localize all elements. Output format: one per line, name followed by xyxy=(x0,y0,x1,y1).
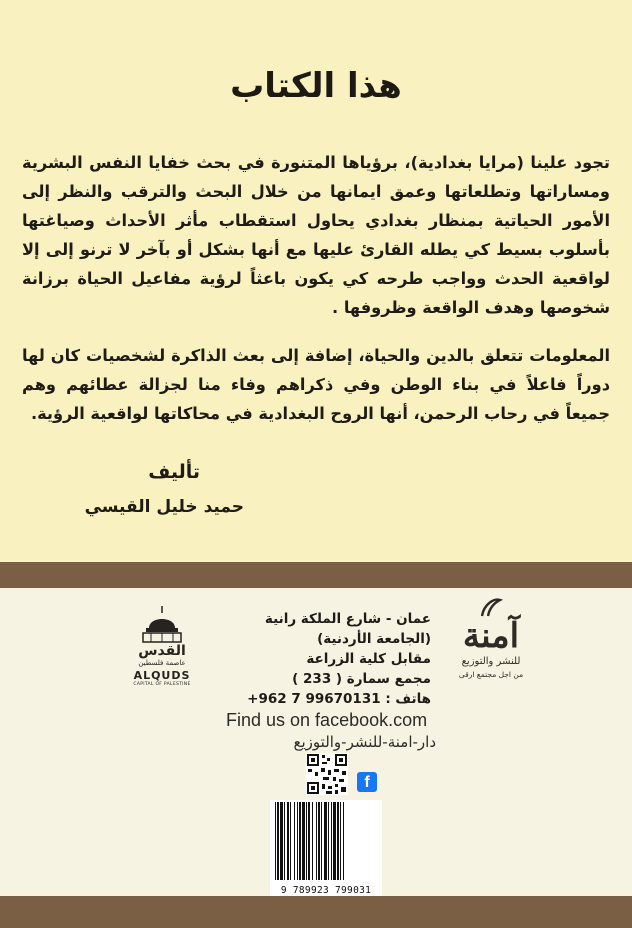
barcode-bar xyxy=(324,802,327,880)
page-title: هذا الكتاب xyxy=(230,66,402,106)
alquds-english-subtitle: CAPITAL OF PALESTINE xyxy=(133,682,191,687)
address-line: مقابل كلية الزراعة xyxy=(306,651,431,667)
barcode-bar xyxy=(337,802,339,880)
dome-icon xyxy=(137,604,187,644)
description-paragraph-1: تجود علينا (مرايا بغدادية)، برؤياها المتنورة في بحث خفايا النفس البشرية ومساراتها وتطلعاتها وعمق ايمانها من خلال البحث والترقب والنظر إلى الأمور الحياتية بمنظار بغدادي يحاول استقطاب مأثر الأحداث وصياغتها بأسلوب بسيط كي يطله القارئ عليها مع أنها بشكل أو بآخر لا ترنو إلى إلا لواقعية الحدث وواجب طرحه كي يكون باعثاً لرؤية مفاعيل الحياة برزانة شخوصها وهدف الواقعة وظروفها . xyxy=(22,153,610,317)
barcode-bars-icon xyxy=(274,802,378,882)
barcode-bar xyxy=(294,802,295,880)
barcode-bar xyxy=(287,802,289,880)
facebook-page-name: دار-امنة-للنشر-والتوزيع xyxy=(293,733,436,751)
barcode-bar xyxy=(277,802,279,880)
barcode-bar xyxy=(280,802,283,880)
barcode-bar xyxy=(316,802,317,880)
barcode-bar xyxy=(275,802,276,880)
description-paragraph-2: المعلومات تتعلق بالدين والحياة، إضافة إلى بعث الذاكرة لشخصيات كان لها دوراً فاعلاً في بناء الوطن وفي ذكراهم وفاء منا لجزالة عطائهم وهم جميعاً في رحاب الرحمن، أنها الروح البغدادية في محاكاتها لواقعية الرؤية. xyxy=(22,346,610,423)
address-line: (الجامعة الأردنية) xyxy=(317,631,431,647)
isbn-digits: 9 789923 799031 xyxy=(280,885,372,896)
author-label: تأليف xyxy=(148,461,200,483)
barcode-bar xyxy=(302,802,305,880)
alquds-english-name: ALQUDS xyxy=(133,669,191,682)
alquds-arabic-name: القدس xyxy=(138,643,186,659)
facebook-text: Find us on facebook.com xyxy=(226,710,428,730)
barcode-bar xyxy=(321,802,322,880)
alquds-logo xyxy=(124,604,200,708)
barcode-bar xyxy=(328,802,329,880)
barcode-bar xyxy=(312,802,313,880)
address-line: مجمع سمارة ( 233 ) xyxy=(292,671,431,687)
publisher-logo xyxy=(446,596,536,726)
facebook-icon: f xyxy=(357,772,377,792)
barcode-bar xyxy=(299,802,301,880)
qr-code-icon xyxy=(306,753,348,795)
address-line: عمان - شارع الملكة رانية xyxy=(264,611,431,627)
author-name: حميد خليل القيسي xyxy=(84,497,244,517)
alquds-arabic-subtitle: عاصمة فلسطين xyxy=(138,659,186,667)
address-phone: هاتف : 99670131 7 962+ xyxy=(247,691,431,707)
barcode-bar xyxy=(343,802,344,880)
decorative-band-bottom xyxy=(0,896,632,928)
barcode-bar xyxy=(340,802,341,880)
publisher-logo-tagline: للنشر والتوزيع xyxy=(461,656,521,667)
barcode-bar xyxy=(306,802,307,880)
barcode-bar xyxy=(318,802,320,880)
barcode-bar xyxy=(331,802,332,880)
isbn-barcode xyxy=(270,800,382,896)
barcode-bar xyxy=(333,802,336,880)
calligraphy-stroke-icon xyxy=(476,596,506,618)
publisher-logo-name: آمنة xyxy=(462,616,520,656)
barcode-bar xyxy=(290,802,291,880)
publisher-logo-motto: من اجل مجتمع ارقى xyxy=(458,670,524,679)
barcode-bar xyxy=(297,802,298,880)
barcode-bar xyxy=(308,802,310,880)
decorative-band-top xyxy=(0,562,632,588)
barcode-bar xyxy=(284,802,285,880)
publisher-address xyxy=(226,609,431,709)
